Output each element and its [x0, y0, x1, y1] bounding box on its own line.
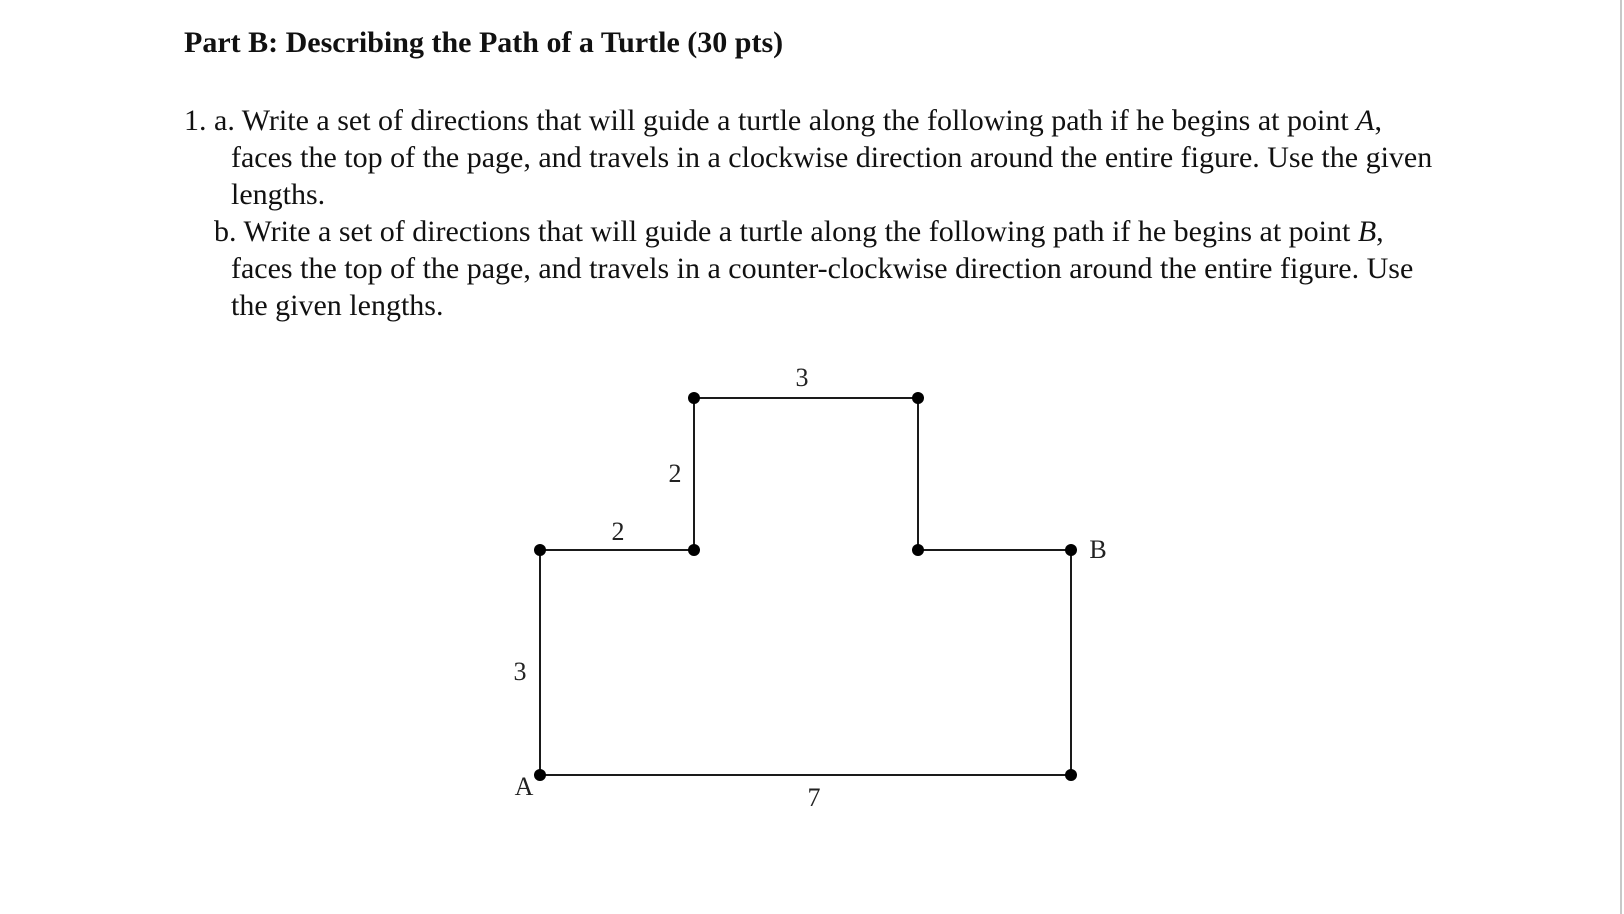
part-b-label: b.: [214, 215, 237, 248]
part-a-text-1: Write a set of directions that will guide a turtle along the following path if he begins at point: [241, 104, 1357, 137]
label-length-left-step: 2: [611, 517, 625, 546]
vertex-point-a: [534, 769, 546, 781]
part-b-text-2: , faces the top of the page, and travels in a counter-clockwise direction around the entire figure. Use the given lengths.: [231, 215, 1414, 322]
vertex-point-b: [1065, 544, 1077, 556]
label-length-bottom: 7: [807, 783, 821, 812]
vertex-top-right: [912, 392, 924, 404]
part-b-text-1: Write a set of directions that will guide a turtle along the following path if he begins at point: [243, 215, 1358, 248]
part-a-label: a.: [214, 104, 235, 137]
vertex-top-left: [688, 392, 700, 404]
vertex-bottom-right: [1065, 769, 1077, 781]
figure-labels: [514, 363, 1107, 812]
label-length-top: 3: [795, 363, 809, 392]
vertex-top-left-corner: [534, 544, 546, 556]
part-a-point: A: [1356, 104, 1375, 137]
label-length-inner-vertical: 2: [668, 459, 682, 488]
label-length-left-side: 3: [513, 657, 527, 686]
problem-number: 1.: [184, 104, 207, 137]
vertex-left-step: [688, 544, 700, 556]
part-b-point: B: [1357, 215, 1377, 248]
section-title: Part B: Describing the Path of a Turtle (30 pts): [184, 26, 784, 59]
vertex-right-step: [912, 544, 924, 556]
figure-vertices: [534, 392, 1077, 781]
label-point-b: B: [1089, 535, 1107, 564]
label-point-a: A: [514, 772, 534, 801]
figure-outline: [540, 398, 1071, 775]
part-a-text-2: , faces the top of the page, and travels in a clockwise direction around the entire figure. Use the given lengths.: [231, 104, 1433, 211]
